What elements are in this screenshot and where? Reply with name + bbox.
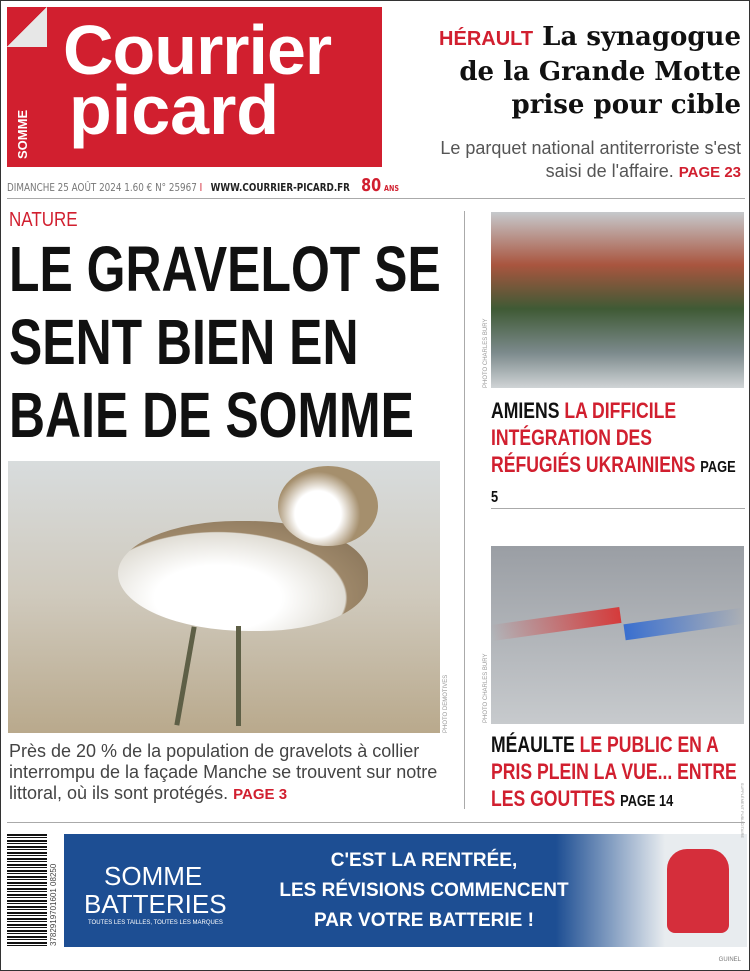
- photo-credit: PHOTO CHARLES BURY: [483, 653, 489, 723]
- side-story-amiens[interactable]: [491, 397, 739, 511]
- website-link[interactable]: WWW.COURRIER-PICARD.FR: [210, 181, 350, 194]
- ad-credit: SUPPLÉMENT PUBLICITAIRE: [740, 782, 745, 838]
- refugees-photo: [491, 212, 744, 388]
- anniversary-label: ANS: [384, 184, 399, 193]
- story-title: LA DIFFICILE INTÉGRATION DES RÉFUGIÉS UKRAINIENS: [491, 398, 696, 477]
- masthead-logo[interactable]: [7, 7, 382, 167]
- page-ref[interactable]: PAGE 23: [678, 164, 741, 181]
- lead-caption: [9, 741, 449, 805]
- brand-line1: SOMME: [104, 861, 203, 891]
- story-title: LE PUBLIC EN A PRIS PLEIN LA VUE... ENTRE LES GOUTTES: [491, 732, 737, 811]
- anniversary-number: 80: [361, 175, 382, 196]
- page-ref[interactable]: PAGE 3: [233, 786, 288, 803]
- lead-kicker: NATURE: [9, 209, 78, 231]
- logo-line1: Courrier: [63, 11, 332, 89]
- story-kicker: MÉAULTE: [491, 732, 575, 757]
- ad-tagline: TOUTES LES TAILLES, TOUTES LES MARQUES: [88, 920, 223, 926]
- bird-head: [278, 466, 378, 546]
- page-ref: PAGE 14: [620, 793, 674, 810]
- divider: [7, 198, 745, 199]
- divider: [7, 822, 745, 823]
- barcode-number: 3782919701601 08250: [49, 863, 58, 946]
- side-story-meaulte[interactable]: [491, 731, 739, 815]
- brand-line2: BATTERIES: [84, 889, 227, 919]
- ad-line: C'EST LA RENTRÉE,: [330, 850, 518, 871]
- page-ref: PAGE 5: [491, 459, 736, 506]
- barcode: [7, 834, 47, 947]
- ad-brand: [84, 862, 227, 918]
- edition-label: SOMME: [15, 109, 30, 159]
- folio: GUINEL: [718, 957, 741, 963]
- bird-photo: [8, 461, 440, 733]
- top-story-kicker: HÉRAULT: [439, 28, 534, 50]
- top-story-title[interactable]: [411, 21, 741, 122]
- column-divider: [464, 211, 465, 809]
- top-story-summary: [411, 137, 741, 184]
- ad-line: PAR VOTRE BATTERIE !: [314, 910, 534, 931]
- patrouille-photo: [491, 546, 744, 724]
- dateline: [7, 175, 399, 196]
- backpack-image: [667, 849, 729, 933]
- caption-text: Près de 20 % de la population de gravelots à collier interrompu de la façade Manche se trouvent sur notre littoral, où ils sont protégés.: [9, 741, 438, 803]
- divider: [491, 508, 745, 509]
- date-price: DIMANCHE 25 AOÛT 2024 1.60 € N° 25967: [7, 181, 197, 194]
- ad-message: [259, 846, 589, 936]
- photo-credit: PHOTO DEMOTIVES: [443, 674, 449, 733]
- summary-text: Le parquet national antiterroriste s'est saisi de l'affaire.: [440, 138, 741, 181]
- separator: I: [199, 181, 203, 194]
- red-smoke: [491, 607, 622, 641]
- story-kicker: AMIENS: [491, 398, 560, 423]
- bird-leg: [236, 626, 241, 726]
- blue-smoke: [623, 608, 744, 641]
- lead-headline[interactable]: LE GRAVELOT SE SENT BIEN EN BAIE DE SOMME: [9, 233, 441, 451]
- logo-line2: picard: [69, 71, 280, 149]
- ad-line: LES RÉVISIONS COMMENCENT: [279, 880, 569, 901]
- corner-fold: [7, 7, 47, 47]
- bird-leg: [174, 626, 196, 725]
- photo-credit: PHOTO CHARLES BURY: [483, 318, 489, 388]
- top-story-headline: La synagogue de la Grande Motte prise pour cible: [459, 22, 741, 120]
